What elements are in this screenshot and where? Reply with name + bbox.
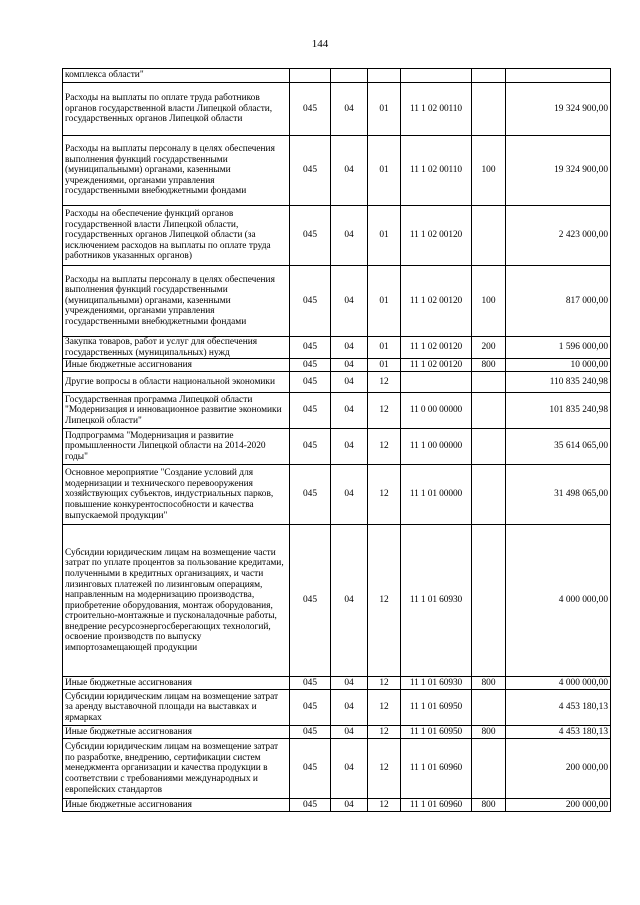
table-row bbox=[63, 465, 611, 525]
table-row bbox=[63, 739, 611, 799]
subsection-code: 12 bbox=[368, 690, 401, 726]
expense-type-code bbox=[472, 372, 506, 393]
admin-code: 045 bbox=[290, 429, 331, 465]
expense-type-code: 800 bbox=[472, 726, 506, 739]
section-code: 04 bbox=[331, 465, 368, 525]
admin-code: 045 bbox=[290, 359, 331, 372]
target-article-code: 11 1 01 60930 bbox=[401, 677, 472, 690]
expense-type-code: 800 bbox=[472, 359, 506, 372]
row-description: Иные бюджетные ассигнования bbox=[63, 359, 290, 372]
amount: 19 324 900,00 bbox=[506, 136, 611, 206]
row-description: Субсидии юридическим лицам на возмещение затрат по разработке, внедрению, сертификации систем менеджмента организации и качества продукции в соответствии с требованиями международных и европейских стандартов bbox=[63, 739, 290, 799]
row-description: Основное мероприятие "Создание условий для модернизации и технического перевооружения хозяйствующих субъектов, индустриальных парков, повышение конкурентоспособности и качества выпускаемой продукции" bbox=[63, 465, 290, 525]
admin-code: 045 bbox=[290, 739, 331, 799]
admin-code: 045 bbox=[290, 677, 331, 690]
expense-type-code bbox=[472, 429, 506, 465]
admin-code: 045 bbox=[290, 136, 331, 206]
subsection-code: 01 bbox=[368, 359, 401, 372]
admin-code: 045 bbox=[290, 690, 331, 726]
subsection-code: 12 bbox=[368, 372, 401, 393]
amount: 817 000,00 bbox=[506, 266, 611, 337]
subsection-code bbox=[368, 69, 401, 83]
budget-table-body bbox=[63, 69, 611, 812]
subsection-code: 01 bbox=[368, 136, 401, 206]
target-article-code: 11 1 01 60960 bbox=[401, 799, 472, 812]
target-article-code: 11 1 01 60930 bbox=[401, 525, 472, 677]
expense-type-code bbox=[472, 393, 506, 429]
section-code: 04 bbox=[331, 799, 368, 812]
subsection-code: 12 bbox=[368, 799, 401, 812]
row-description: Расходы на выплаты персоналу в целях обеспечения выполнения функций государственными (муниципальными) органами, казенными учреждениями, органами управления государственными внебюджетными фондами bbox=[63, 136, 290, 206]
section-code bbox=[331, 69, 368, 83]
amount: 35 614 065,00 bbox=[506, 429, 611, 465]
section-code: 04 bbox=[331, 726, 368, 739]
subsection-code: 12 bbox=[368, 393, 401, 429]
admin-code: 045 bbox=[290, 206, 331, 266]
amount: 1 596 000,00 bbox=[506, 337, 611, 359]
amount: 101 835 240,98 bbox=[506, 393, 611, 429]
row-description: Другие вопросы в области национальной экономики bbox=[63, 372, 290, 393]
amount: 4 000 000,00 bbox=[506, 677, 611, 690]
target-article-code bbox=[401, 69, 472, 83]
admin-code: 045 bbox=[290, 525, 331, 677]
row-description: Иные бюджетные ассигнования bbox=[63, 799, 290, 812]
row-description: Расходы на выплаты по оплате труда работников органов государственной власти Липецкой области, государственных органов Липецкой области bbox=[63, 83, 290, 136]
amount: 110 835 240,98 bbox=[506, 372, 611, 393]
target-article-code: 11 1 02 00120 bbox=[401, 337, 472, 359]
target-article-code: 11 1 02 00110 bbox=[401, 83, 472, 136]
amount: 2 423 000,00 bbox=[506, 206, 611, 266]
subsection-code: 12 bbox=[368, 726, 401, 739]
table-row bbox=[63, 69, 611, 83]
expense-type-code: 200 bbox=[472, 337, 506, 359]
section-code: 04 bbox=[331, 372, 368, 393]
amount: 4 453 180,13 bbox=[506, 726, 611, 739]
expense-type-code bbox=[472, 83, 506, 136]
table-row bbox=[63, 372, 611, 393]
amount: 200 000,00 bbox=[506, 739, 611, 799]
table-row bbox=[63, 337, 611, 359]
expense-type-code: 800 bbox=[472, 677, 506, 690]
section-code: 04 bbox=[331, 525, 368, 677]
table-row bbox=[63, 83, 611, 136]
amount: 4 453 180,13 bbox=[506, 690, 611, 726]
budget-table bbox=[62, 68, 611, 812]
section-code: 04 bbox=[331, 206, 368, 266]
section-code: 04 bbox=[331, 337, 368, 359]
section-code: 04 bbox=[331, 690, 368, 726]
admin-code: 045 bbox=[290, 83, 331, 136]
section-code: 04 bbox=[331, 739, 368, 799]
expense-type-code bbox=[472, 690, 506, 726]
expense-type-code: 100 bbox=[472, 136, 506, 206]
table-row bbox=[63, 726, 611, 739]
expense-type-code bbox=[472, 739, 506, 799]
table-row bbox=[63, 429, 611, 465]
admin-code: 045 bbox=[290, 372, 331, 393]
subsection-code: 01 bbox=[368, 266, 401, 337]
subsection-code: 12 bbox=[368, 465, 401, 525]
expense-type-code: 800 bbox=[472, 799, 506, 812]
target-article-code: 11 1 01 60960 bbox=[401, 739, 472, 799]
subsection-code: 12 bbox=[368, 429, 401, 465]
table-row bbox=[63, 799, 611, 812]
row-description: Иные бюджетные ассигнования bbox=[63, 677, 290, 690]
subsection-code: 12 bbox=[368, 677, 401, 690]
section-code: 04 bbox=[331, 266, 368, 337]
section-code: 04 bbox=[331, 136, 368, 206]
admin-code: 045 bbox=[290, 393, 331, 429]
section-code: 04 bbox=[331, 83, 368, 136]
table-row bbox=[63, 136, 611, 206]
target-article-code: 11 1 00 00000 bbox=[401, 429, 472, 465]
target-article-code: 11 1 02 00110 bbox=[401, 136, 472, 206]
expense-type-code bbox=[472, 206, 506, 266]
row-description: Субсидии юридическим лицам на возмещение затрат за аренду выставочной площади на выставках и ярмарках bbox=[63, 690, 290, 726]
row-description: Расходы на обеспечение функций органов государственной власти Липецкой области, государственных органов Липецкой области (за исключением расходов на выплаты по оплате труда работников указанных органов) bbox=[63, 206, 290, 266]
table-row bbox=[63, 677, 611, 690]
amount bbox=[506, 69, 611, 83]
table-row bbox=[63, 266, 611, 337]
row-description: Субсидии юридическим лицам на возмещение части затрат по уплате процентов за пользование кредитами, полученными в кредитных организациях, и части лизинговых платежей по лизинговым операциям, направленным на модернизацию производства, приобретение оборудования, монтаж оборудования, строительно-монтажные и пусконаладочные работы, внедрение ресурсоэнергосберегающих технологий, освоение производств по выпуску импортозамещающей продукции bbox=[63, 525, 290, 677]
subsection-code: 01 bbox=[368, 83, 401, 136]
row-description: Закупка товаров, работ и услуг для обеспечения государственных (муниципальных) нужд bbox=[63, 337, 290, 359]
subsection-code: 01 bbox=[368, 337, 401, 359]
subsection-code: 01 bbox=[368, 206, 401, 266]
amount: 19 324 900,00 bbox=[506, 83, 611, 136]
row-description: комплекса области" bbox=[63, 69, 290, 83]
target-article-code: 11 1 02 00120 bbox=[401, 266, 472, 337]
table-row bbox=[63, 525, 611, 677]
expense-type-code bbox=[472, 69, 506, 83]
row-description: Государственная программа Липецкой области "Модернизация и инновационное развитие экономики Липецкой области" bbox=[63, 393, 290, 429]
table-row bbox=[63, 393, 611, 429]
amount: 4 000 000,00 bbox=[506, 525, 611, 677]
page-number: 144 bbox=[311, 38, 329, 50]
target-article-code bbox=[401, 372, 472, 393]
expense-type-code bbox=[472, 525, 506, 677]
target-article-code: 11 0 00 00000 bbox=[401, 393, 472, 429]
table-row bbox=[63, 690, 611, 726]
table-row bbox=[63, 206, 611, 266]
section-code: 04 bbox=[331, 429, 368, 465]
target-article-code: 11 1 02 00120 bbox=[401, 206, 472, 266]
subsection-code: 12 bbox=[368, 739, 401, 799]
section-code: 04 bbox=[331, 677, 368, 690]
amount: 10 000,00 bbox=[506, 359, 611, 372]
section-code: 04 bbox=[331, 393, 368, 429]
table-row bbox=[63, 359, 611, 372]
admin-code: 045 bbox=[290, 726, 331, 739]
row-description: Расходы на выплаты персоналу в целях обеспечения выполнения функций государственными (муниципальными) органами, казенными учреждениями, органами управления государственными внебюджетными фондами bbox=[63, 266, 290, 337]
target-article-code: 11 1 01 00000 bbox=[401, 465, 472, 525]
target-article-code: 11 1 01 60950 bbox=[401, 726, 472, 739]
row-description: Подпрограмма "Модернизация и развитие промышленности Липецкой области на 2014-2020 годы" bbox=[63, 429, 290, 465]
expense-type-code bbox=[472, 465, 506, 525]
admin-code: 045 bbox=[290, 266, 331, 337]
admin-code: 045 bbox=[290, 337, 331, 359]
target-article-code: 11 1 02 00120 bbox=[401, 359, 472, 372]
row-description: Иные бюджетные ассигнования bbox=[63, 726, 290, 739]
subsection-code: 12 bbox=[368, 525, 401, 677]
expense-type-code: 100 bbox=[472, 266, 506, 337]
admin-code bbox=[290, 69, 331, 83]
admin-code: 045 bbox=[290, 799, 331, 812]
section-code: 04 bbox=[331, 359, 368, 372]
target-article-code: 11 1 01 60950 bbox=[401, 690, 472, 726]
amount: 200 000,00 bbox=[506, 799, 611, 812]
admin-code: 045 bbox=[290, 465, 331, 525]
amount: 31 498 065,00 bbox=[506, 465, 611, 525]
